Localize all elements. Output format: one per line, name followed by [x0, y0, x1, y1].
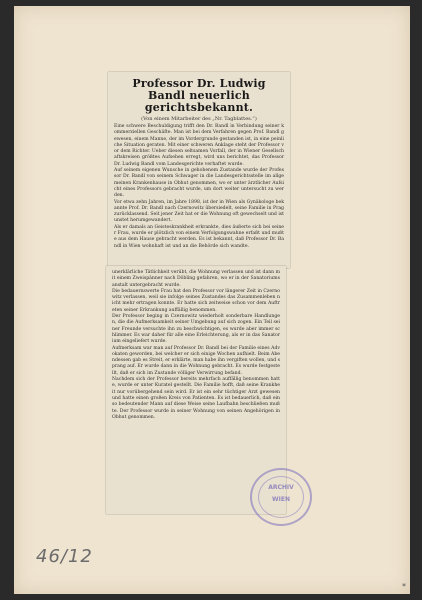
newspaper-clipping-top: [108, 72, 290, 268]
article-headline: Professor Dr. Ludwig Bandl neuerlich gerichtsbekannt.: [132, 77, 266, 114]
article-byline: (Von einem Mitarbeiter des „Nr. Tagblattes.“): [141, 116, 257, 122]
stamp-line-2: WIEN: [272, 496, 290, 503]
archive-stamp: [250, 468, 312, 526]
article-column-1: Eine schwere Beschuldigung trifft den Dr. Bandl in Verbindung seiner kommerziellen Geschäfte. Man ist bei dem Verfahren gegen Prof. Bandl gewesen, einem Manne, der im Vordergrunde gestanden ist, in eine peinliche Situation geraten. Mit einer schweren Anklage steht der Professor vor dem Richter. Ueber diesen seltsamen Vorfall, der in Wiener Gesellschaftskreisen größtes Aufsehen erregt, wird uns berichtet, das Professor Dr. Ludwig Bandl vom Landesgerichte verhaftet wurde. Auf seinem eigenen Wunsche in gehobenem Zustande wurde der Professor Dr. Bandl von seinem Schwager in die Landesgerichtsstelle im allgemeinen Krankenhause in Obhut genommen, wo er unter ärztlicher Aufsicht eines Professors gebracht wurde, um dort weiter untersucht zu werden. Vor etwa zehn Jahren, im Jahre 1898, ist der in Wien als Gynäkologe bekannte Prof. Dr. Bandl nach Czernowitz übersiedelt, seine Familie in Prag zurücklassend. Seit jener Zeit hat er die Wohnung oft gewechselt und ist unstet herumgewandert. Als er damals an Geisteskrankheit erkrankte, dies äußerte sich bei seiner Frau, wurde er plötzlich von einem Verfolgungswahne erfaßt und mußte aus dem Hause gebracht werden. Es ist bekannt, daß Professor Dr. Bandl in Wien wohnhaft ist und an die Behörde sich wandte.: [114, 124, 285, 249]
stamp-line-1: ARCHIV: [268, 484, 294, 491]
corner-mark: *: [402, 582, 406, 591]
article-column-2: unerklärliche Tätlichkeit verübt, die Wohnung verlassen und ist dann mit einem Zweispänner nach Döbling gefahren, wo er in der Sanatoriumsanstalt untergebracht wurde. Die bedauernswerte Frau hat den Professor vor längerer Zeit in Czernowitz verlassen, weil sie infolge seines Zustandes das Zusammenleben nicht mehr ertragen konnte. Er hatte sich zeitweise schon vor dem Auftreten seiner Erkrankung auffällig benommen. Der Professor beging in Czernowitz wiederholt sonderbare Handlungen, die die Aufmerksamkeit seiner Umgebung auf sich zogen. Ein Teil seiner Freunde versuchte ihn zu beschwichtigen, es wurde aber immer schlimmer. Es war daher für alle eine Erleichterung, als er in das Sanatorium eingeliefert wurde. Aufmerksam war man auf Professor Dr. Bandl bei der Familie eines Advokaten geworden, bei welcher er sich einige Wochen aufhielt. Beim Abendessen gab es Streit, er erklärte, man habe ihn vergiften wollen, und sprang auf. Er wurde dann in die Wohnung gebracht. Es wurde festgestellt, daß er sich im Zustande völliger Verwirrung befand. Nachdem sich der Professor bereits mehrfach auffällig benommen hatte, wurde er unter Kuratel gestellt. Die Familie hofft, daß seine Krankheit nur vorübergehend sein wird. Er ist ein sehr tüchtiger Arzt gewesen und hatte einen großen Kreis von Patienten. Es ist bedauerlich, daß ein so bedeutender Mann auf diese Weise seine Laufbahn beschließen mußte. Der Professor wurde in seiner Wohnung von seinen Angehörigen in Obhut genommen.: [112, 270, 280, 420]
pencil-catalog-number: 46/12: [36, 546, 93, 567]
